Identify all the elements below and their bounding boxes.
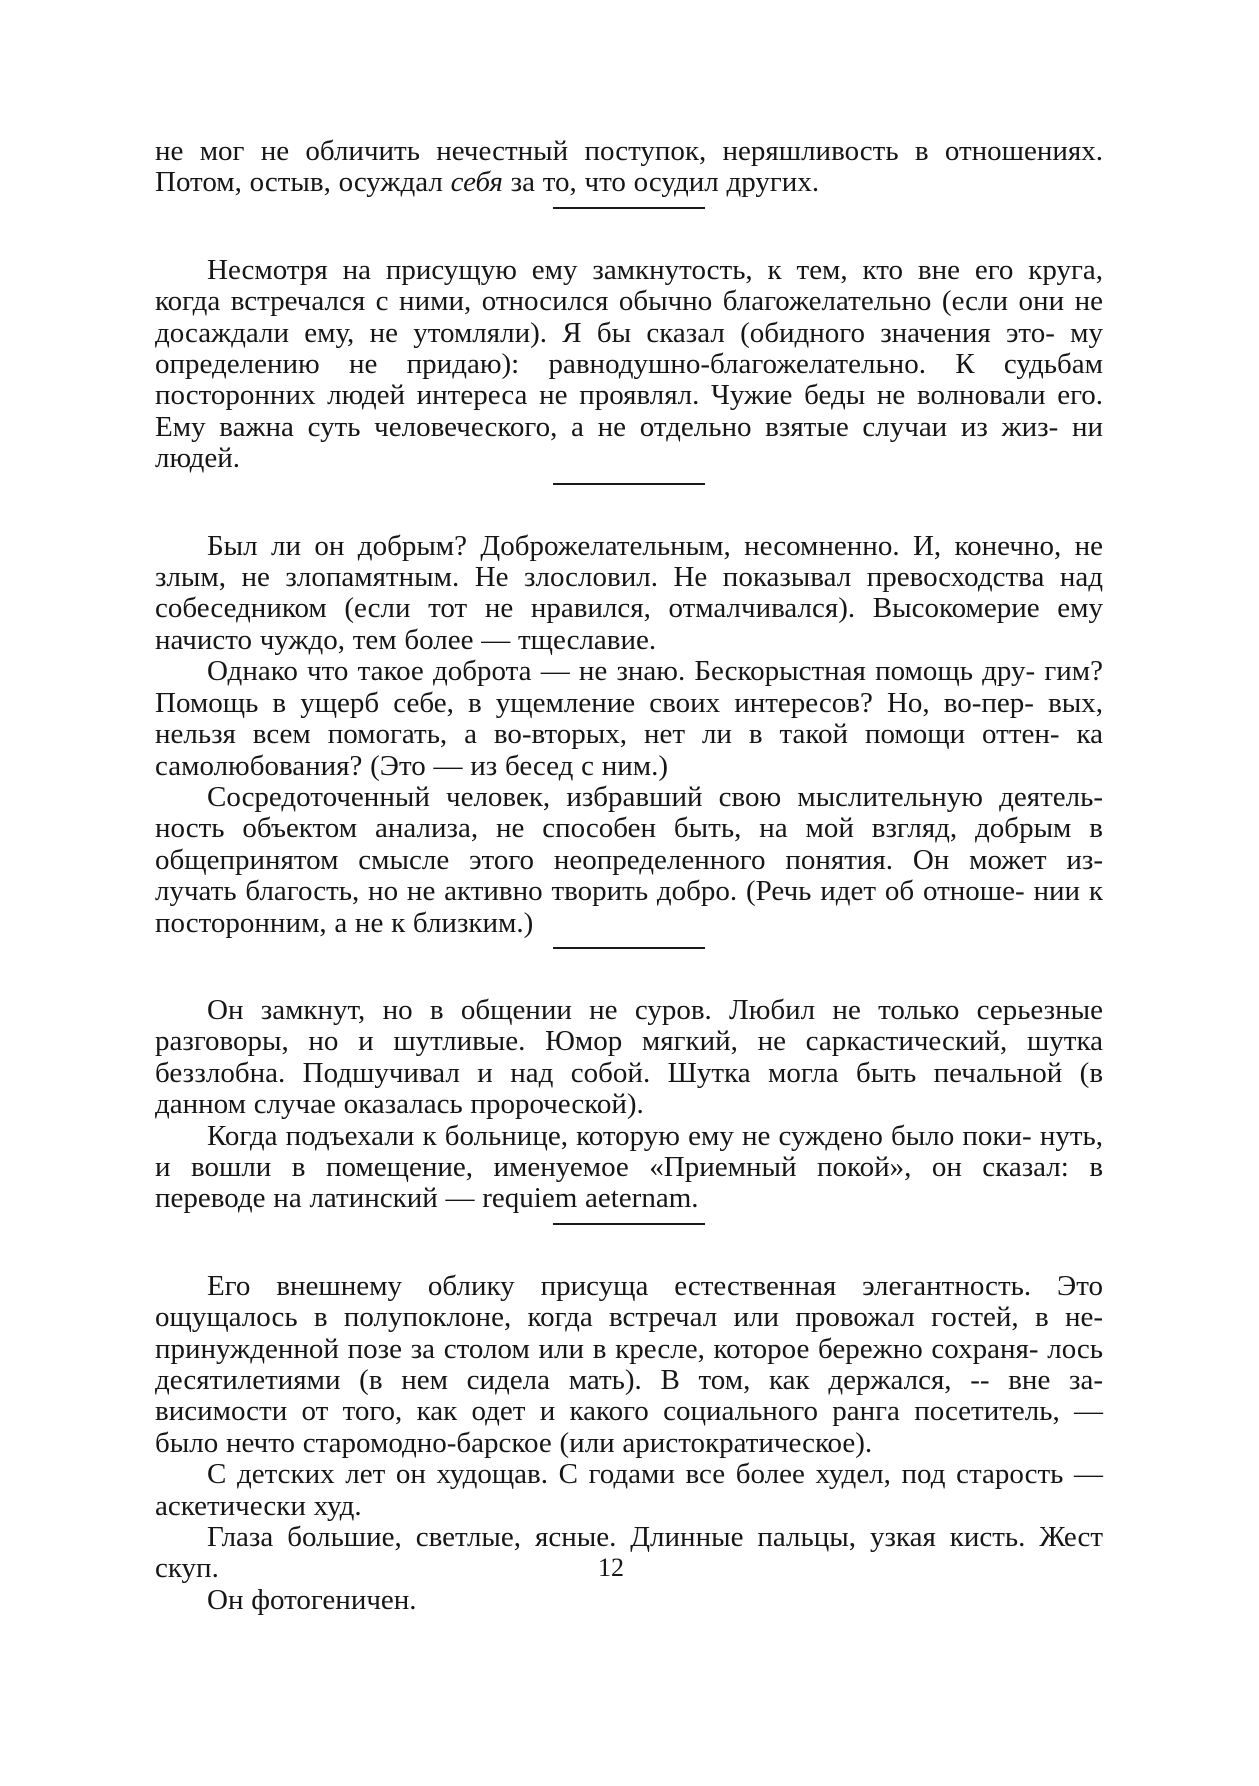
- text-line: [155, 1490, 362, 1522]
- text-run: Глаза большие, светлые, ясные. Длинные пальцы, узкая кисть. Жест: [207, 1521, 1103, 1554]
- page-text: [155, 136, 1103, 1616]
- text-run: нии к посторонним, а не к близким.): [155, 875, 1103, 939]
- text-line: [207, 1270, 1103, 1302]
- text-run: скуп.: [155, 1552, 219, 1585]
- section-divider: [553, 947, 705, 949]
- text-run: лучать благость, но не активно творить добро. (Речь идет об отноше-: [155, 875, 1025, 908]
- text-line: [207, 655, 1035, 687]
- text-run: Сосредоточенный человек, избравший свою мыслительную деятель-: [207, 780, 1103, 813]
- text-run: (в данном случае оказалась пророческой).: [155, 1056, 1104, 1121]
- text-run: не злым, не злопамятным. Не злословил. Не показывал превосходства: [155, 529, 1104, 594]
- text-line: [207, 1584, 417, 1616]
- text-run: ему начисто чуждо, тем более — тщеславие.: [155, 592, 1104, 656]
- text-run: над собеседником (если тот не нравился, отмалчивался). Высокомерие: [155, 561, 1104, 625]
- text-run: ни людей.: [155, 410, 1104, 475]
- paragraph: [155, 136, 1103, 199]
- text-run: Он фотогеничен.: [207, 1583, 417, 1616]
- section-divider: [553, 207, 705, 209]
- paragraph: [155, 1459, 1103, 1522]
- text-line: [207, 1458, 1103, 1490]
- text-run: не досаждали ему, не утомляли). Я бы сказал (обидного значения это-: [155, 285, 1104, 349]
- section-divider: [553, 483, 705, 485]
- paragraph: [155, 1522, 1103, 1585]
- text-run: аскетически худ.: [155, 1489, 362, 1522]
- book-page: [155, 136, 1103, 1656]
- text-line: [207, 1120, 1032, 1152]
- text-run: лось десятилетиями (в нем сидела мать). В том, как держался, -- вне за-: [155, 1332, 1104, 1396]
- text-run: ка самолюбования? (Это — из бесед с ним.): [155, 718, 1103, 782]
- text-line: [155, 166, 819, 198]
- page-number: 12: [598, 1553, 624, 1582]
- text-run: когда встречался с ними, относился обычно благожелательно (если они: [155, 285, 1065, 318]
- text-run: общепринятом смысле этого неопределенного понятия. Он может из-: [155, 843, 1103, 876]
- text-run: ощущалось в полупоклоне, когда встречал или провожал гостей, в не-: [155, 1301, 1103, 1334]
- text-run: за то, что осудил других.: [502, 166, 820, 199]
- paragraph: [155, 255, 1103, 475]
- text-line: [155, 379, 1046, 411]
- text-run: беззлобна. Подшучивал и над собой. Шутка могла быть печальной: [155, 1056, 1063, 1089]
- text-line: [155, 1427, 872, 1459]
- text-line: [155, 1333, 1038, 1365]
- text-line: [207, 781, 1103, 813]
- text-run: С детских лет он худощав. С годами все более худел, под старость —: [207, 1458, 1103, 1491]
- text-run: принужденной позе за столом или в кресле, которое бережно сохраня-: [155, 1332, 1039, 1365]
- text-run: Однако что такое доброта — не знаю. Бескорыстная помощь дру-: [207, 655, 1036, 688]
- paragraph: [155, 995, 1103, 1121]
- text-line: [155, 875, 1025, 907]
- text-line: [155, 135, 1103, 167]
- text-run: Его внешнему облику присуща естественная элегантность. Это: [207, 1269, 1103, 1302]
- text-run: разговоры, но и шутливые. Юмор мягкий, не саркастический, шутка: [155, 1025, 1103, 1058]
- section-divider: [553, 1223, 705, 1225]
- text-run: посторонних людей интереса не проявлял. Чужие беды не волновали: [155, 379, 1046, 412]
- text-line: [155, 1025, 1103, 1057]
- text-line: [155, 1552, 219, 1584]
- text-run: было нечто старомодно-барское (или аристократическое).: [155, 1426, 873, 1459]
- paragraph: [155, 531, 1103, 657]
- text-line: [207, 530, 1061, 562]
- paragraph: [155, 782, 1103, 939]
- paragraph: [155, 1585, 1103, 1616]
- text-run: ность объектом анализа, не способен быть, на мой взгляд, добрым в: [155, 812, 1103, 845]
- text-line: [155, 812, 1103, 844]
- emphasized-text: себя: [450, 166, 503, 199]
- text-run: Был ли он добрым? Доброжелательным, несомненно. И, конечно,: [207, 529, 1062, 562]
- text-run: Он замкнут, но в общении не суров. Любил не только серьезные: [207, 993, 1103, 1026]
- text-run: Потом, остыв, осуждал: [155, 166, 451, 199]
- text-run: висимости от того, как одет и какого социального ранга посетитель, —: [155, 1395, 1103, 1428]
- paragraph: [155, 1121, 1103, 1215]
- text-run: гим? Помощь в ущерб себе, в ущемление своих интересов? Но, во-пер-: [155, 655, 1103, 719]
- text-line: [207, 1521, 1103, 1553]
- text-line: [155, 285, 1064, 317]
- text-run: в переводе на латинский — requiem aeternam.: [155, 1150, 1104, 1215]
- text-line: [155, 1057, 1062, 1089]
- paragraph: [155, 1271, 1103, 1459]
- text-line: [207, 994, 1103, 1026]
- text-run: не мог не обличить нечестный поступок, неряшливость в отношениях.: [155, 135, 1103, 167]
- text-line: [155, 844, 1103, 876]
- text-run: нуть, и вошли в помещение, именуемое «Приемный покой», он сказал:: [155, 1119, 1104, 1183]
- paragraph: [155, 656, 1103, 782]
- text-run: его. Ему важна суть человеческого, а не отдельно взятые случаи из жиз-: [155, 379, 1103, 443]
- text-line: [155, 1301, 1103, 1333]
- text-run: му определению не придаю): равнодушно-благожелательно. К судьбам: [155, 316, 1103, 381]
- text-run: вых, нельзя всем помогать, а во-вторых, нет ли в такой помощи оттен-: [155, 686, 1104, 751]
- text-run: Несмотря на присущую ему замкнутость, к тем, кто вне его круга,: [207, 253, 1103, 286]
- text-run: Когда подъехали к больнице, которую ему не суждено было поки-: [207, 1119, 1032, 1152]
- text-line: [155, 1395, 1103, 1427]
- text-line: [207, 254, 1103, 286]
